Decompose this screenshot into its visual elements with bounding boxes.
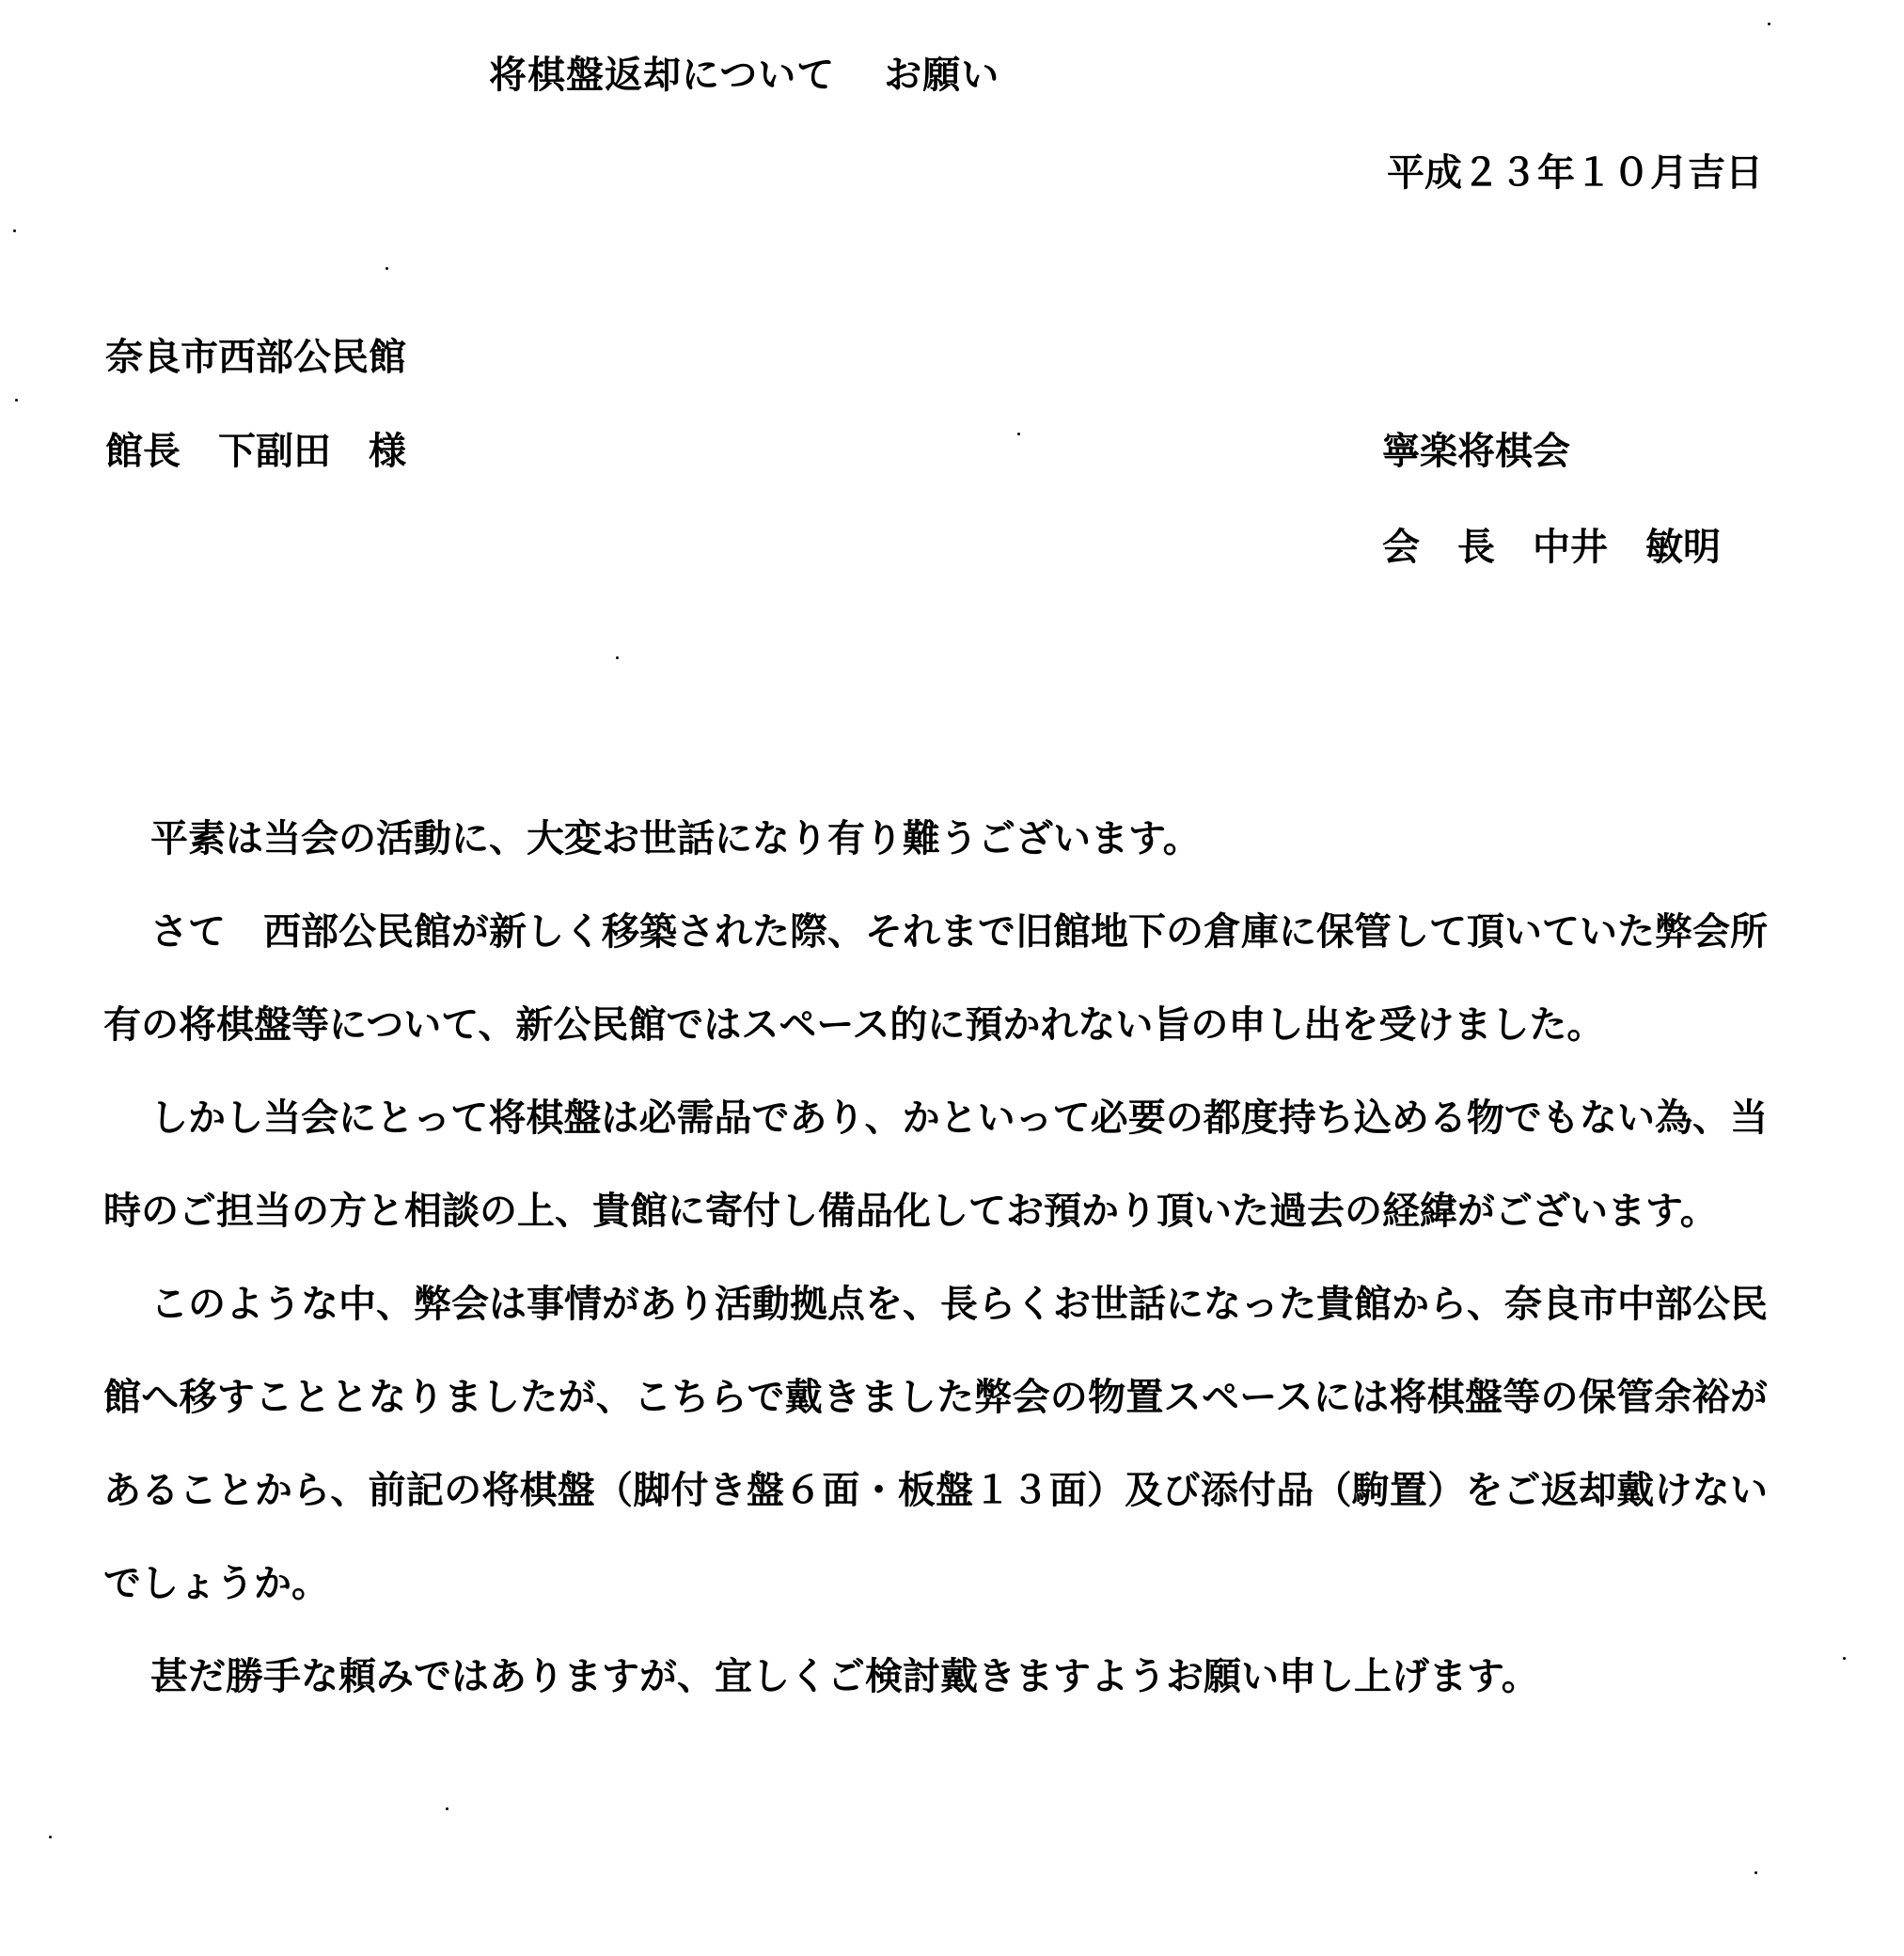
body-paragraph-request: このような中、弊会は事情があり活動拠点を、長らくお世話になった貴館から、奈良市中部公民館へ移すこととなりましたが、こちらで戴きました弊会の物置スペースには将棋盤等の保管余裕があることから、前記の将棋盤（脚付き盤６面・板盤１３面）及び添付品（駒置）をご返却戴けないでしょうか。 (103, 1282, 1768, 1605)
document-date: 平成２３年１０月吉日 (1387, 150, 1763, 195)
scan-speck (446, 1807, 448, 1810)
scan-speck (49, 1836, 52, 1838)
scan-speck (1755, 1871, 1757, 1874)
scan-speck (386, 267, 388, 270)
body-paragraph-closing: 甚だ勝手な頼みではありますが、宜しくご検討戴きますようお願い申し上げます。 (150, 1654, 1539, 1698)
recipient-organization: 奈良市西部公民館 (105, 335, 406, 379)
document-title (489, 45, 999, 99)
scan-speck (1843, 1657, 1846, 1660)
scan-speck (616, 656, 619, 659)
scan-speck (15, 399, 18, 402)
sender-organization: 寧楽将棋会 (1382, 429, 1570, 473)
scan-speck (1017, 433, 1020, 435)
scan-speck (13, 229, 16, 232)
title-main: 将棋盤返却について (489, 53, 836, 97)
recipient-name: 館長 下副田 様 (105, 429, 406, 473)
body-paragraph-greeting: 平素は当会の活動に、大変お世話になり有り難うございます。 (150, 816, 1201, 860)
body-paragraph-background: さて 西部公民館が新しく移築された際、それまで旧館地下の倉庫に保管して頂いていた弊会所有の将棋盤等について、新公民館ではスペース的に預かれない旨の申し出を受けました。 (103, 909, 1768, 1047)
body-paragraph-history: しかし当会にとって将棋盤は必需品であり、かといって必要の都度持ち込める物でもない為、当時のご担当の方と相談の上、貴館に寄付し備品化してお預かり頂いた過去の経緯がございます。 (103, 1096, 1768, 1233)
title-request: お願い (884, 53, 1000, 97)
scan-speck (1768, 23, 1770, 25)
letter-body (103, 792, 1768, 1723)
sender-name: 会 長 中井 敏明 (1382, 525, 1721, 569)
